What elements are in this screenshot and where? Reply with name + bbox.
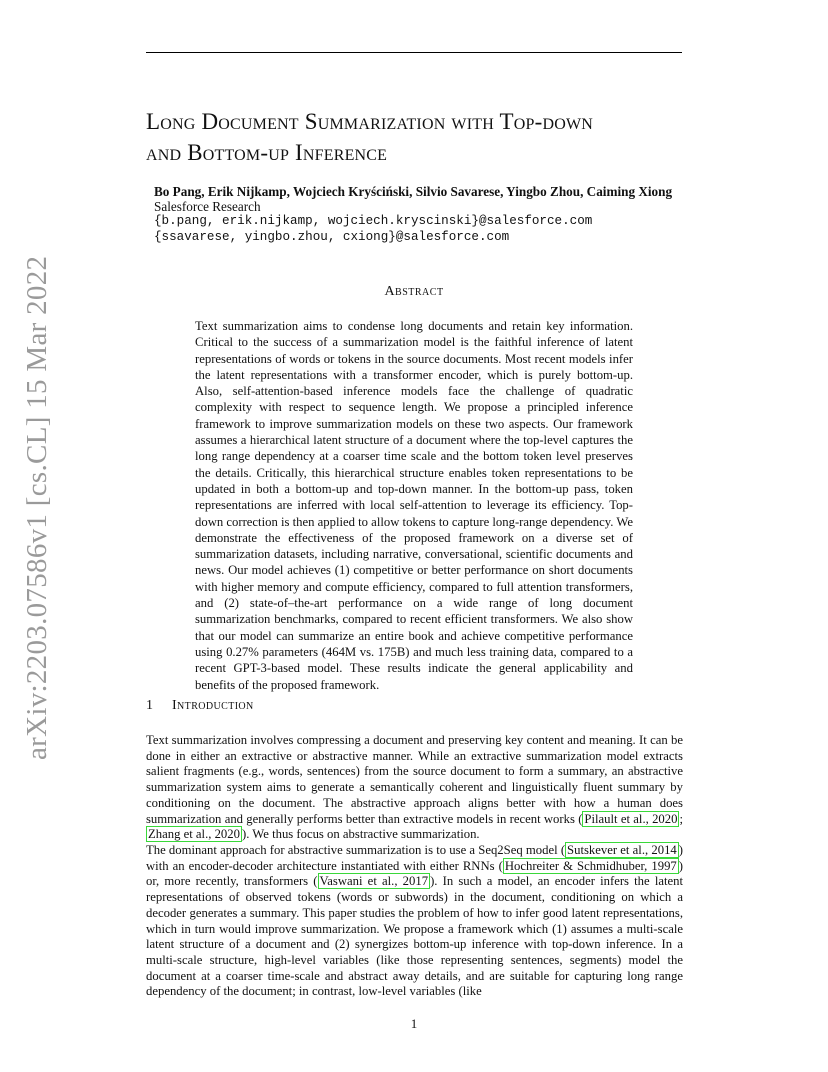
intro-p2-text-b: ) with an encoder-decoder architecture instantiated with either RNNs ( — [146, 843, 683, 873]
intro-p2-text-c: ) or, more recently, transformers ( — [146, 858, 683, 889]
intro-p2-text-d: ). In such a model, an encoder infers the latent representations of observed tokens (words or subwords) in the document, conditioning on which a decoder generates a summary. This paper studies the problem of how to infer good latent representations, which in turn would improve summarization. We propose a framework which (1) assumes a multi-scale latent structure of a document and (2) synergizes bottom-up inference with top-down inference. In a multi-scale structure, high-level variables (like those representing sentences, segments) model the document at a coarser time-scale and abstract away details, and are suitable for capturing long range dependency of the document; in contrast, low-level variables (like — [146, 874, 683, 999]
abstract-heading: Abstract — [384, 284, 444, 299]
intro-p1-text-a: Text summarization involves compressing a document and preserving key content and meaning. It can be done in either an extractive or abstractive manner. While an extractive summarization model extracts salient fragments (e.g., words, sentences) from the source document to form a summary, an abstractive summarization system aims to generate a semantically coherent and linguistically fluent summary by conditioning on the document. The abstractive approach aligns better with how a human does summarization and generally performs better than extractive models in recent works ( — [146, 733, 683, 826]
top-rule — [146, 52, 682, 53]
email-line-1: {b.pang, erik.nijkamp, wojciech.kryscinski}@salesforce.com — [154, 214, 593, 228]
abstract-body: Text summarization aims to condense long documents and retain key information. Critical to the success of a summarization model is the faithful inference of latent representations of words or tokens in the source documents. Most recent models infer the latent representations with a transformer encoder, which is purely bottom-up. Also, self-attention-based inference models face the challenge of quadratic complexity with respect to sequence length. We propose a principled inference framework to improve summarization models on these two aspects. Our framework assumes a hierarchical latent structure of a document where the top-level captures the long range dependency at a coarser time scale and the bottom token level preserves the details. Critically, this hierarchical structure enables token representations to be updated in both a bottom-up and top-down manner. In the bottom-up pass, token representations are inferred with local self-attention to leverage its efficiency. Top-down correction is then applied to allow tokens to capture long-range dependency. We demonstrate the effectiveness of the proposed framework on a diverse set of summarization datasets, including narrative, conversational, scientific documents and news. Our model achieves (1) competitive or better performance on short documents with higher memory and compute efficiency, compared to full attention transformers, and (2) state-of–the-art performance on a wide range of long document summarization benchmarks, compared to recent efficient transformers. We also show that our model can summarize an entire book and achieve competitive performance using 0.27% parameters (464M vs. 175B) and much less training data, compared to a recent GPT-3-based model. These results indicate the general applicability and benefits of the proposed framework. — [195, 319, 633, 692]
intro-paragraph-2 — [146, 843, 683, 1000]
citation-link[interactable]: Hochreiter & Schmidhuber, 1997 — [504, 858, 677, 873]
title-line-1: Long Document Summarization with Top-down — [146, 109, 594, 134]
arxiv-identifier[interactable]: arXiv:2203.07586v1 [cs.CL] 15 Mar 2022 — [21, 255, 53, 760]
page-number: 1 — [410, 1016, 418, 1031]
citation-link[interactable]: Zhang et al., 2020 — [148, 827, 240, 842]
intro-p1-text-b: ). We thus focus on abstractive summarization. — [241, 827, 480, 842]
citation-link[interactable]: Sutskever et al., 2014 — [567, 843, 677, 857]
affiliation: Salesforce Research — [154, 199, 261, 214]
paper-title — [146, 106, 706, 168]
section-heading-introduction — [146, 698, 254, 714]
citation-link[interactable]: Pilault et al., 2020 — [584, 811, 678, 826]
intro-p1-sep: ; — [679, 811, 683, 826]
author-list: Bo Pang, Erik Nijkamp, Wojciech Kryściński, Silvio Savarese, Yingbo Zhou, Caiming Xiong — [154, 184, 673, 199]
section-number: 1 — [146, 698, 154, 713]
citation-link[interactable]: Vaswani et al., 2017 — [319, 874, 429, 889]
title-line-2: and Bottom-up Inference — [146, 140, 388, 165]
email-line-2: {ssavarese, yingbo.zhou, cxiong}@salesforce.com — [154, 230, 510, 244]
section-title: Introduction — [172, 698, 254, 713]
intro-p2-text-a: The dominant approach for abstractive summarization is to use a Seq2Seq model ( — [146, 843, 566, 857]
intro-paragraph-1 — [146, 733, 683, 843]
